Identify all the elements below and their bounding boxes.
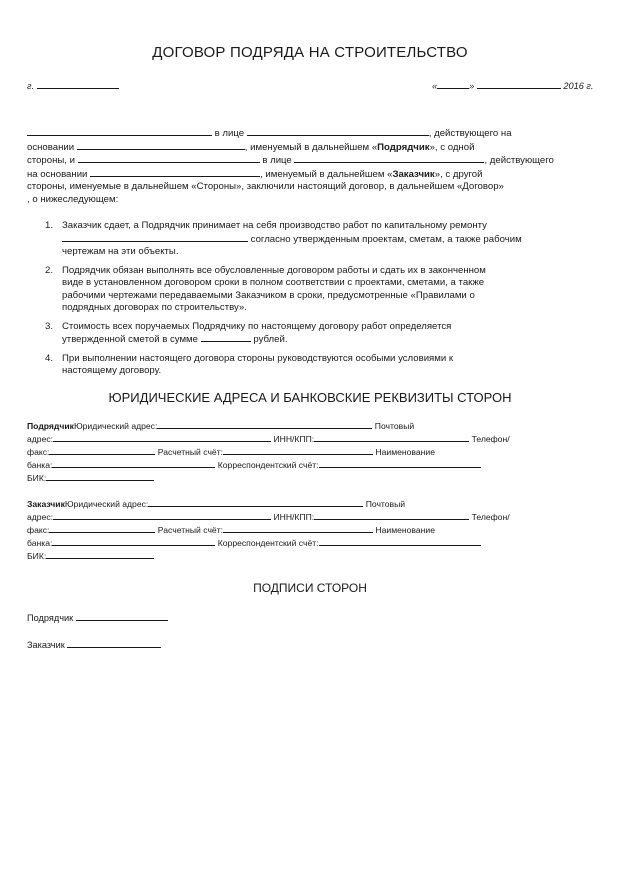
contractor-signature-input[interactable] <box>76 612 168 621</box>
customer-org-blank[interactable] <box>78 154 260 163</box>
date-close-quote: » <box>469 81 475 91</box>
customer-signature-line: Заказчик <box>27 639 161 651</box>
city-blank[interactable] <box>37 80 119 89</box>
contractor-corr-input[interactable] <box>319 459 481 468</box>
contractor-basis-blank[interactable] <box>77 141 245 150</box>
contractor-account-input[interactable] <box>223 446 373 455</box>
customer-rep-blank[interactable] <box>294 154 484 163</box>
customer-term: Заказчик <box>392 168 435 180</box>
month-blank[interactable] <box>477 80 561 89</box>
contractor-org-blank[interactable] <box>27 127 212 136</box>
clause-item: 1. Заказчик сдает, а Подрядчик принимает на себя производство работ по капитальному ремонту согласно утвержденным проектам, сметам, а также рабочим чертежам на эти объекты. <box>45 220 522 257</box>
document-title: ДОГОВОР ПОДРЯДА НА СТРОИТЕЛЬСТВО <box>152 44 468 61</box>
customer-inn-input[interactable] <box>314 511 469 520</box>
customer-postal-address-input[interactable] <box>53 511 271 520</box>
contractor-bik-input[interactable] <box>46 472 154 481</box>
intro-line-6: , о нижеследующем: <box>27 193 119 205</box>
date-line <box>432 80 593 92</box>
clauses-list <box>45 220 595 384</box>
contractor-postal-address-input[interactable] <box>53 433 271 442</box>
city-prefix: г. <box>27 81 35 91</box>
intro-line-2: основании , именуемый в дальнейшем «Подрядчик», с одной <box>27 141 475 153</box>
intro-line-3: стороны, и в лице , действующего <box>27 155 554 166</box>
city-line <box>27 80 119 92</box>
contractor-signature-line: Подрядчик <box>27 612 168 624</box>
customer-bik-input[interactable] <box>46 550 154 559</box>
contractor-fax-input[interactable] <box>49 446 155 455</box>
contractor-term: Подрядчик <box>377 141 430 153</box>
contractor-rep-blank[interactable] <box>247 127 429 136</box>
contractor-legal-address-input[interactable] <box>157 420 372 429</box>
customer-bank-input[interactable] <box>52 537 215 546</box>
contractor-bank-input[interactable] <box>52 459 215 468</box>
date-open-quote: « <box>432 81 438 91</box>
amount-blank[interactable] <box>201 333 251 342</box>
intro-line-1: в лице , действующего на <box>27 127 593 141</box>
customer-corr-input[interactable] <box>319 537 481 546</box>
day-blank[interactable] <box>437 80 469 89</box>
customer-signature-input[interactable] <box>67 639 161 648</box>
date-year: 2016 г. <box>563 81 594 91</box>
customer-fax-input[interactable] <box>49 524 155 533</box>
customer-legal-address-input[interactable] <box>148 498 363 507</box>
repair-object-blank[interactable] <box>62 233 248 242</box>
intro-paragraph <box>27 127 593 206</box>
requisites-heading: ЮРИДИЧЕСКИЕ АДРЕСА И БАНКОВСКИЕ РЕКВИЗИТЫ СТОРОН <box>108 390 512 405</box>
customer-requisites: ЗаказчикЮридический адрес: Почтовый адрес: ИНН/КПП: Телефон/ факс: Расчетный счёт: Наименование банка: Корреспондентский счёт: БИК: <box>27 499 510 561</box>
clause-item: 4. При выполнении настоящего договора стороны руководствуются особыми условиями к настоящему договору. <box>45 352 454 376</box>
customer-basis-blank[interactable] <box>90 168 260 177</box>
contractor-inn-input[interactable] <box>314 433 469 442</box>
contractor-requisites: ПодрядчикЮридический адрес: Почтовый адрес: ИНН/КПП: Телефон/ факс: Расчетный счёт: Наименование банка: Корреспондентский счёт: БИК: <box>27 421 510 483</box>
intro-line-4: на основании , именуемый в дальнейшем «Заказчик», с другой <box>27 168 483 180</box>
clause-item: 2. Подрядчик обязан выполнять все обусловленные договором работы и сдать их в законченном виде в установленном договором сроки в полном соответствии с проектами, сметами, а также рабочими чертежами передаваемыми Заказчиком в сроки, предусмотренные «Правилами о подрядных договорах по строительству». <box>45 264 486 313</box>
customer-account-input[interactable] <box>223 524 373 533</box>
signatures-heading: ПОДПИСИ СТОРОН <box>253 581 367 595</box>
clause-item: 3. Стоимость всех поручаемых Подрядчику по настоящему договору работ определяется утвержденной сметой в сумме рублей. <box>45 320 452 345</box>
intro-line-5: стороны, именуемые в дальнейшем «Стороны», заключили настоящий договор, в дальнейшем «Договор» <box>27 181 504 192</box>
